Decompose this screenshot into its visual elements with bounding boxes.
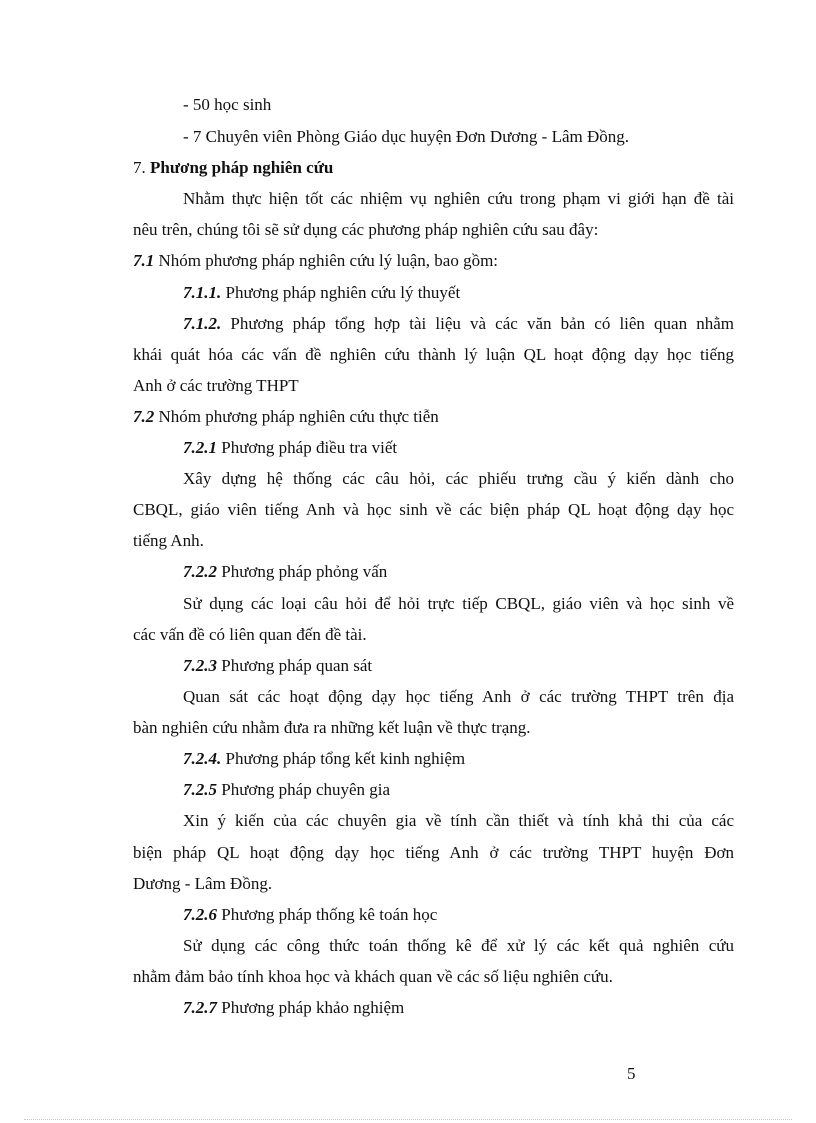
- item-heading: [183, 904, 437, 926]
- page-number: 5: [627, 1064, 636, 1083]
- paragraph-line: khái quát hóa các vấn đề nghiên cứu thành lý luận QL hoạt động dạy học tiếng: [133, 345, 734, 364]
- paragraph-line: Nhằm thực hiện tốt các nhiệm vụ nghiên cứu trong phạm vi giới hạn đề tài: [183, 189, 734, 208]
- paragraph-line: Sử dụng các công thức toán thống kê để xử lý các kết quả nghiên cứu: [183, 936, 734, 955]
- paragraph-line: Sử dụng các loại câu hỏi để hỏi trực tiếp CBQL, giáo viên và học sinh về: [183, 594, 734, 613]
- paragraph-line: tiếng Anh.: [133, 531, 204, 550]
- paragraph-line: CBQL, giáo viên tiếng Anh và học sinh về các biện pháp QL hoạt động dạy học: [133, 500, 734, 519]
- item-heading: [183, 313, 734, 335]
- item-heading: [183, 655, 372, 677]
- subsection-number: 7.1: [133, 251, 155, 270]
- item-number: 7.2.4.: [183, 749, 222, 768]
- item-number: 7.1.1.: [183, 283, 222, 302]
- item-title: Phương pháp tổng hợp tài liệu và các văn bản có liên quan nhằm: [230, 314, 734, 333]
- paragraph-line: Xây dựng hệ thống các câu hỏi, các phiếu trưng cầu ý kiến dành cho: [183, 469, 734, 488]
- paragraph-line: Anh ở các trường THPT: [133, 376, 299, 395]
- item-heading: [183, 779, 390, 801]
- item-title: Phương pháp tổng kết kinh nghiệm: [225, 749, 466, 768]
- item-heading: [183, 282, 460, 304]
- item-heading: [183, 748, 465, 770]
- item-number: 7.2.3: [183, 656, 217, 675]
- page-bottom-divider: [24, 1119, 792, 1120]
- paragraph-line: Quan sát các hoạt động dạy học tiếng Anh ở các trường THPT trên địa: [183, 687, 734, 706]
- subsection-heading: [133, 250, 498, 272]
- section-title: Phương pháp nghiên cứu: [150, 158, 334, 177]
- item-title: Phương pháp điều tra viết: [221, 438, 398, 457]
- paragraph-line: Xin ý kiến của các chuyên gia về tính cần thiết và tính khả thi của các: [183, 811, 734, 830]
- item-heading: [183, 437, 397, 459]
- item-heading: [183, 561, 387, 583]
- item-title: Phương pháp nghiên cứu lý thuyết: [225, 283, 461, 302]
- subsection-title: Nhóm phương pháp nghiên cứu thực tiễn: [158, 407, 439, 426]
- item-number: 7.2.7: [183, 998, 217, 1017]
- item-title: Phương pháp phỏng vấn: [221, 562, 388, 581]
- subsection-number: 7.2: [133, 407, 155, 426]
- paragraph-line: bàn nghiên cứu nhằm đưa ra những kết luận về thực trạng.: [133, 718, 531, 737]
- paragraph-line: nêu trên, chúng tôi sẽ sử dụng các phương pháp nghiên cứu sau đây:: [133, 220, 599, 239]
- paragraph-line: biện pháp QL hoạt động dạy học tiếng Anh ở các trường THPT huyện Đơn: [133, 843, 734, 862]
- subsection-heading: [133, 406, 439, 428]
- item-title: Phương pháp quan sát: [221, 656, 373, 675]
- item-number: 7.2.6: [183, 905, 217, 924]
- paragraph-line: nhằm đảm bảo tính khoa học và khách quan về các số liệu nghiên cứu.: [133, 967, 613, 986]
- subsection-title: Nhóm phương pháp nghiên cứu lý luận, bao gồm:: [158, 251, 499, 270]
- item-number: 7.2.5: [183, 780, 217, 799]
- list-item: - 7 Chuyên viên Phòng Giáo dục huyện Đơn Dương - Lâm Đồng.: [183, 127, 629, 146]
- section-heading: [133, 157, 333, 179]
- list-item: - 50 học sinh: [183, 95, 272, 114]
- item-heading: [183, 997, 404, 1019]
- item-number: 7.2.2: [183, 562, 217, 581]
- item-title: Phương pháp khảo nghiệm: [221, 998, 405, 1017]
- paragraph-line: các vấn đề có liên quan đến đề tài.: [133, 625, 367, 644]
- item-title: Phương pháp thống kê toán học: [221, 905, 438, 924]
- item-number: 7.1.2.: [183, 314, 222, 333]
- section-number: 7.: [133, 158, 146, 177]
- item-number: 7.2.1: [183, 438, 217, 457]
- item-title: Phương pháp chuyên gia: [221, 780, 391, 799]
- paragraph-line: Dương - Lâm Đồng.: [133, 874, 273, 893]
